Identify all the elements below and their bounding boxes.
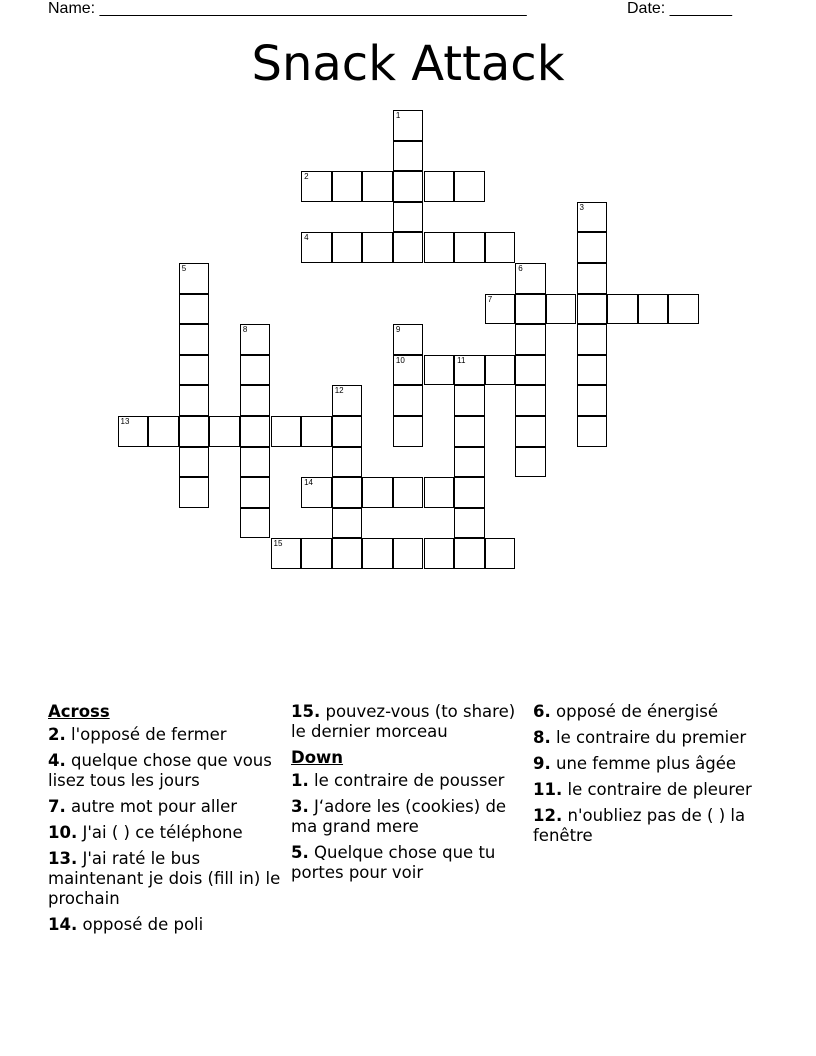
crossword-cell[interactable]: [179, 355, 210, 386]
down-clue-1: [291, 771, 527, 791]
cell-number: 13: [120, 417, 130, 426]
crossword-cell[interactable]: [577, 385, 608, 416]
name-blank: ________________________________________________: [99, 0, 527, 17]
crossword-cell[interactable]: [118, 416, 149, 447]
crossword-cell[interactable]: [454, 171, 485, 202]
crossword-cell[interactable]: [393, 141, 424, 172]
crossword-cell[interactable]: [301, 232, 332, 263]
cell-number: 7: [487, 294, 493, 304]
clue-number: 3.: [291, 797, 309, 816]
clue-number: 12.: [533, 806, 563, 825]
down-clue-6: [533, 702, 769, 722]
crossword-cell[interactable]: [424, 355, 455, 386]
crossword-cell[interactable]: [393, 355, 424, 386]
crossword-cell[interactable]: [454, 232, 485, 263]
cell-number: 15: [273, 539, 283, 549]
crossword-cell[interactable]: [515, 447, 546, 478]
crossword-cell[interactable]: [148, 416, 179, 447]
clue-number: 5.: [291, 843, 309, 862]
crossword-cell[interactable]: [362, 232, 393, 263]
crossword-cell[interactable]: [332, 171, 363, 202]
clue-number: 1.: [291, 771, 309, 790]
crossword-cell[interactable]: [607, 294, 638, 325]
clue-number: 6.: [533, 702, 551, 721]
crossword-cell[interactable]: [393, 171, 424, 202]
crossword-cell[interactable]: [393, 324, 424, 355]
crossword-cell[interactable]: [362, 171, 393, 202]
crossword-cell[interactable]: [485, 355, 516, 386]
crossword-cell[interactable]: [332, 447, 363, 478]
crossword-cell[interactable]: [271, 538, 302, 569]
crossword-cell[interactable]: [638, 294, 669, 325]
crossword-cell[interactable]: [240, 477, 271, 508]
crossword-cell[interactable]: [515, 324, 546, 355]
clue-text: opposé de poli: [82, 915, 204, 934]
crossword-cell[interactable]: [577, 232, 608, 263]
crossword-cell[interactable]: [393, 538, 424, 569]
clue-number: 7.: [48, 797, 66, 816]
clue-number: 13.: [48, 849, 78, 868]
crossword-cell[interactable]: [240, 385, 271, 416]
clues-column-1: [48, 702, 284, 941]
crossword-cell[interactable]: [424, 232, 455, 263]
crossword-cell[interactable]: [393, 202, 424, 233]
crossword-cell[interactable]: [301, 416, 332, 447]
clue-number: 8.: [533, 728, 551, 747]
clue-number: 4.: [48, 751, 66, 770]
crossword-cell[interactable]: [332, 232, 363, 263]
page-title: Snack Attack: [251, 36, 565, 92]
crossword-cell[interactable]: [393, 110, 424, 141]
cell-number: 10: [395, 355, 405, 365]
crossword-cell[interactable]: [577, 263, 608, 294]
down-clue-3: [291, 797, 527, 837]
clue-number: 10.: [48, 823, 78, 842]
clues-column-3: [533, 702, 769, 852]
crossword-cell[interactable]: [240, 508, 271, 539]
clue-text: opposé de énergisé: [556, 702, 719, 721]
clue-text: quelque chose que vous lisez tous les jours: [48, 751, 272, 790]
clue-number: 9.: [533, 754, 551, 773]
crossword-cell[interactable]: [393, 232, 424, 263]
crossword-cell[interactable]: [577, 202, 608, 233]
clue-text: pouvez-vous (to share) le dernier morceau: [291, 702, 516, 741]
crossword-cell[interactable]: [179, 447, 210, 478]
crossword-cell[interactable]: [179, 324, 210, 355]
crossword-cell[interactable]: [332, 508, 363, 539]
crossword-cell[interactable]: [577, 294, 608, 325]
crossword-cell[interactable]: [271, 416, 302, 447]
crossword-cell[interactable]: [179, 294, 210, 325]
crossword-cell[interactable]: [577, 324, 608, 355]
crossword-cell[interactable]: [515, 385, 546, 416]
crossword-cell[interactable]: [179, 477, 210, 508]
crossword-cell[interactable]: [454, 355, 485, 386]
crossword-cell[interactable]: [515, 416, 546, 447]
crossword-cell[interactable]: [577, 355, 608, 386]
across-clue-4: [48, 751, 284, 791]
crossword-cell[interactable]: [668, 294, 699, 325]
across-clue-2: [48, 725, 284, 745]
clue-text: l'opposé de fermer: [71, 725, 227, 744]
clue-text: une femme plus âgée: [556, 754, 737, 773]
crossword-cell[interactable]: [332, 477, 363, 508]
crossword-cell[interactable]: [424, 171, 455, 202]
crossword-cell[interactable]: [546, 294, 577, 325]
crossword-cell[interactable]: [454, 538, 485, 569]
cell-number: 5: [181, 264, 187, 273]
crossword-cell[interactable]: [454, 385, 485, 416]
clue-text: J'ai ( ) ce téléphone: [82, 823, 243, 842]
date-label: Date:: [627, 0, 666, 17]
cell-number: 8: [242, 325, 248, 335]
crossword-cell[interactable]: [301, 477, 332, 508]
clue-number: 14.: [48, 915, 78, 934]
crossword-cell[interactable]: [332, 416, 363, 447]
cell-number: 14: [304, 478, 313, 488]
crossword-cell[interactable]: [301, 538, 332, 569]
crossword-cell[interactable]: [454, 508, 485, 539]
crossword-cell[interactable]: [515, 355, 546, 386]
clue-number: 11.: [533, 780, 563, 799]
cell-number: 1: [395, 111, 401, 120]
crossword-cell[interactable]: [179, 263, 210, 294]
across-clue-10: [48, 823, 284, 843]
crossword-cell[interactable]: [393, 416, 424, 447]
clue-text: autre mot pour aller: [71, 797, 238, 816]
crossword-cell[interactable]: [485, 232, 516, 263]
crossword-cell[interactable]: [454, 447, 485, 478]
down-clue-9: [533, 754, 769, 774]
crossword-cell[interactable]: [454, 477, 485, 508]
clue-text: Quelque chose que tu portes pour voir: [291, 843, 496, 882]
clue-text: le contraire de pousser: [314, 771, 505, 790]
across-clue-13: [48, 849, 284, 909]
cell-number: 3: [579, 202, 584, 212]
crossword-cell[interactable]: [240, 416, 271, 447]
crossword-cell[interactable]: [209, 416, 240, 447]
clue-text: le contraire de pleurer: [567, 780, 752, 799]
clue-text: le contraire du premier: [556, 728, 747, 747]
cell-number: 12: [334, 386, 344, 396]
crossword-cell[interactable]: [179, 385, 210, 416]
across-clue-14: [48, 915, 284, 935]
crossword-cell[interactable]: [577, 416, 608, 447]
cell-number: 2: [304, 172, 309, 182]
crossword-cell[interactable]: [485, 294, 516, 325]
cell-number: 6: [518, 264, 523, 273]
crossword-cell[interactable]: [393, 385, 424, 416]
down-clue-8: [533, 728, 769, 748]
clues-column-2: [291, 702, 527, 889]
down-heading: Down: [291, 748, 344, 767]
across-clue-7: [48, 797, 284, 817]
crossword-cell[interactable]: [332, 538, 363, 569]
across-heading: Across: [48, 702, 110, 721]
crossword-cell[interactable]: [332, 385, 363, 416]
cell-number: 11: [457, 355, 466, 365]
crossword-cell[interactable]: [362, 538, 393, 569]
crossword-cell[interactable]: [454, 416, 485, 447]
crossword-cell[interactable]: [179, 416, 210, 447]
crossword-cell[interactable]: [240, 355, 271, 386]
crossword-cell[interactable]: [424, 477, 455, 508]
crossword-cell[interactable]: [485, 538, 516, 569]
crossword-cell[interactable]: [362, 477, 393, 508]
clue-text: J‘adore les (cookies) de ma grand mere: [291, 797, 507, 836]
crossword-cell[interactable]: [240, 324, 271, 355]
crossword-cell[interactable]: [515, 294, 546, 325]
down-clue-11: [533, 780, 769, 800]
crossword-cell[interactable]: [240, 447, 271, 478]
name-label: Name:: [48, 0, 96, 17]
across-clue-15: [291, 702, 527, 742]
crossword-cell[interactable]: [393, 477, 424, 508]
crossword-cell[interactable]: [301, 171, 332, 202]
down-clue-12: [533, 806, 769, 846]
cell-number: 4: [304, 233, 309, 243]
crossword-cell[interactable]: [515, 263, 546, 294]
clue-number: 15.: [291, 702, 321, 721]
date-blank: _______: [669, 0, 732, 17]
clue-number: 2.: [48, 725, 66, 744]
cell-number: 9: [395, 325, 401, 335]
down-clue-5: [291, 843, 527, 883]
clue-text: n'oubliez pas de ( ) la fenêtre: [533, 806, 746, 845]
clue-text: J'ai raté le bus maintenant je dois (fill in) le prochain: [48, 849, 281, 908]
crossword-cell[interactable]: [424, 538, 455, 569]
